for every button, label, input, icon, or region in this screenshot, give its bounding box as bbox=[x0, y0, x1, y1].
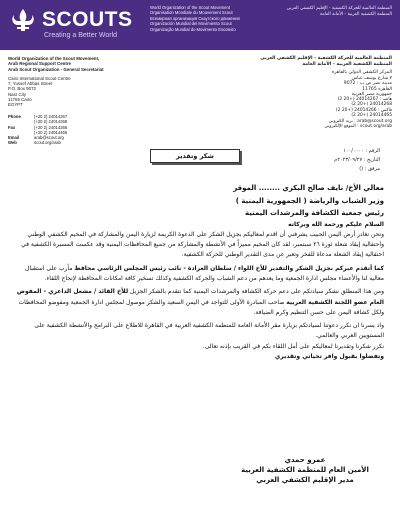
contact-line: arab@scout.org : بريد الكتروني bbox=[328, 118, 392, 124]
contact-label: Web bbox=[8, 140, 17, 146]
address-line: جمهورية مصر العربية bbox=[351, 92, 392, 97]
header-en-line: Organización Mundial del Movimiento Scout bbox=[150, 21, 232, 27]
letter-reference bbox=[260, 147, 380, 174]
signatory-title: مدير الإقليم الكشفي العربي bbox=[256, 476, 354, 484]
address-line: Nasr City bbox=[8, 91, 27, 97]
recipient-line: وزير الشباب والرياضة ( الجمهورية اليمنية ) bbox=[235, 196, 384, 205]
arabic-address bbox=[242, 56, 392, 98]
recipient-line: معالي الأخ/ نايف صالح البكري ........ الموقر bbox=[233, 184, 384, 192]
address-line: القاهرة 11765 bbox=[362, 86, 392, 92]
header-en-line: Organização Mundial do Movimento Escoteiro bbox=[150, 26, 236, 32]
contact-line: scout.org/arab : الموقع الإلكتروني bbox=[324, 124, 392, 130]
paragraph-lead: ومن هذا المنطلق نشكر سيادتكم على دعم حركة الكشافة والمرشدات اليمنية كما نتقدم بالشكر الجزيل bbox=[130, 288, 384, 296]
address-line: World Organization of the Scout Movement, bbox=[8, 56, 100, 61]
body-paragraph: وتحن نغادر أرض اليمن الحبيب يشرفني أن اقدم لمعاليكم بجزيل الشكر على الدعوة الكريمة لزيارة اليمن والمشاركة في المخيم الكشفي الوطني واحتفالية إيقاد شعلة ثورة ٢٦ سبتمبر، لقد كان المخيم مميزاً في الأنشطة والمشاركة من جميع المحافظات اليمنية وقد عكست المسيرة الكشفية في احتفالية إيقاد الشعلة مدعاة للفخر وتعبر عن مدى التقدير الوطني للحركة الكشفية. bbox=[21, 230, 384, 259]
scouts-logo bbox=[8, 6, 133, 42]
body-paragraph: نكرر شكرنا وتقديرنا لمعاليكم على أمل اللقاء بكم في القريب بإذنه تعالى. bbox=[202, 342, 384, 350]
contact-value: (+20 2) 24014266 bbox=[34, 124, 68, 130]
greeting: السلام عليكم ورحمة الله وبركاته bbox=[288, 220, 384, 228]
contact-row bbox=[8, 140, 158, 145]
letter-body bbox=[16, 182, 384, 362]
address-line: المنظمة الكشفية العربية - الأمانة العامة bbox=[302, 61, 392, 67]
paragraph-text: صاحب المبادرة الأولى للتواجد في اليمن السعيد والشكر موصول لمجلس ادارة الجمعية ومفوضو المحافظات ولكل كشافة اليمن على حسن التنظيم وكرم الضيافة. bbox=[18, 298, 384, 316]
contact-label: Fax bbox=[8, 124, 16, 130]
contact-line: 24014465 (+20 2) bbox=[351, 113, 392, 119]
english-contacts bbox=[8, 114, 158, 146]
header-en-line: Всемирная организация Скаутского движения bbox=[150, 15, 240, 21]
letterhead-banner bbox=[0, 0, 400, 50]
header-english-names bbox=[150, 5, 260, 32]
address-line: 11765 Cairo bbox=[8, 97, 32, 103]
contact-line: فاكس : 24014266 (+20 2) bbox=[335, 107, 392, 113]
signatory-name: عمرو حمدي bbox=[284, 456, 326, 464]
address-line: المنظمة العالمية للحركة الكشفية - الإقليم الكشفي العربي bbox=[260, 56, 392, 61]
contact-label: Phone bbox=[8, 114, 21, 119]
address-line: مدينة نصر ص.ب : 9072 bbox=[343, 81, 392, 86]
reference-number: الرقم : ١٠٠/٠٠٠٠ bbox=[343, 148, 380, 154]
address-line: EGYPT bbox=[8, 102, 23, 108]
contact-value: arab@scout.org bbox=[34, 135, 64, 141]
address-line: 7, Yussef Abbas Street bbox=[8, 81, 53, 87]
paragraph-text: مأرب على استقبال معاليه لنا والأعضاء مجلس ادارة الجمعية وما يعدهم من دعم الشباب والحركة الكشفية وكذلك تسخير كافة امكانات المحافظة لإنجاح اللقاء. bbox=[24, 264, 384, 282]
closing-line: وتفضلوا بقبول وافر تحياتي وتقديري bbox=[274, 353, 384, 361]
body-paragraph bbox=[16, 287, 384, 318]
header-en-line: World Organization of the Scout Movement bbox=[150, 5, 230, 10]
paragraph-lead: كما أتقدم عبركم بجزيل الشكر والتقدير للأخ اللواء / سلطان العرادة - نائب رئيس المجلس الرئاسي محافظ bbox=[74, 264, 384, 272]
address-line: ٧ شارع يوسف عباس bbox=[351, 75, 392, 81]
address-line: Cairo International Scout Centre bbox=[8, 75, 71, 81]
contact-value: scout.org/arab bbox=[34, 140, 61, 146]
reference-attachments: مرفق : () bbox=[359, 166, 380, 172]
signature-block bbox=[230, 455, 380, 485]
address-line: P.O. Box 9072 bbox=[8, 86, 36, 92]
contact-line: هاتف : 24014267 (+20 2) bbox=[337, 97, 392, 102]
contact-value: (+20 2) 24014465 bbox=[34, 129, 68, 135]
english-address bbox=[8, 56, 158, 108]
logo-wordmark: SCOUTS bbox=[42, 8, 133, 31]
scout-fleur-de-lis-icon bbox=[8, 6, 38, 36]
contact-label: Email bbox=[8, 135, 20, 141]
address-line: المركز الكشفي الدولي بالقاهرة bbox=[331, 70, 392, 75]
logo-tagline: Creating a Better World bbox=[44, 32, 118, 39]
contact-value: (+20 2) 24014268 bbox=[34, 119, 68, 125]
contact-value: (+20 2) 24014267 bbox=[34, 114, 68, 119]
header-ar-line: المنظمة العالمية للحركة الكشفية - الإقليم الكشفي العربي bbox=[286, 6, 392, 11]
address-line: Arab Scout Organization - General Secretariat bbox=[8, 66, 104, 72]
header-en-line: Organisation Mondiale du Mouvement Scout bbox=[150, 10, 233, 16]
reference-date: التاريخ : ٢٠٢٣/٠٩/٢٧م bbox=[334, 157, 380, 163]
body-paragraph bbox=[16, 264, 384, 285]
signatory-title: الأمين العام للمنظمة الكشفية العربية bbox=[241, 466, 369, 474]
header-ar-line: المنظمة الكشفية العربية - الأمانة العامة bbox=[320, 11, 392, 17]
body-paragraph: واذ يسرنا ان نكرر دعوتنا لسيادتكم بزيارة مقر الأمانة العامة للمنظمة الكشفية العربية في القاهرة للاطلاع على البرامج والأنشطة الكشفية على المستويين العربي والعالمي. bbox=[34, 322, 384, 340]
paragraph-highlight: للأخ القائد / مشعل الداعري - المفوض العام عضو اللجنة الكشفية العربية bbox=[16, 288, 384, 306]
address-line: Arab Regional Support Centre bbox=[8, 61, 71, 67]
letter-title: شكر وتقدير bbox=[150, 149, 240, 163]
header-arabic-names bbox=[280, 6, 392, 17]
contact-line: 24014268 (+20 2) bbox=[351, 102, 392, 108]
recipient-line: رئيس جمعية الكشافة والمرشدات اليمنية bbox=[245, 209, 384, 217]
arabic-contacts bbox=[242, 97, 392, 129]
